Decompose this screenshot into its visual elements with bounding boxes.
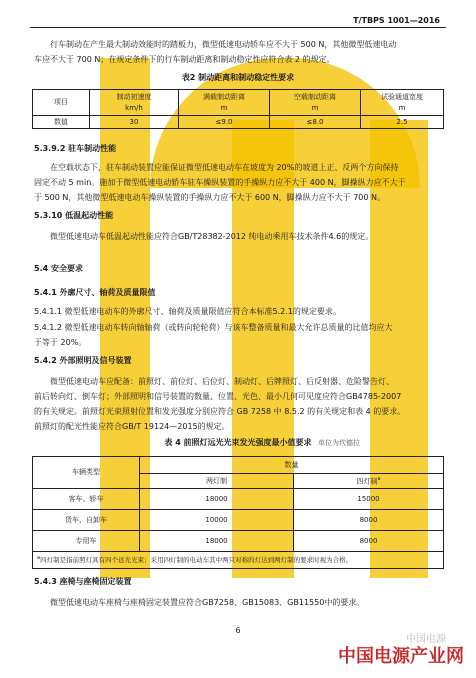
table4-header-four-mark: a [377, 476, 381, 483]
table2-value-speed: 30 [90, 116, 179, 129]
page-number: 6 [235, 626, 241, 635]
section-541-line-1: 5.4.1.1 微型低速电动车的外廓尺寸、轴荷及质量限值应符合本标准5.2.1的规定要求。 [34, 307, 341, 316]
section-5392-line-1: 在空载状态下，驻车制动装置应能保证微型低速电动车在坡度为 20%的坡道上正、反两个方向保持 [50, 163, 399, 172]
table2-header-item: 项目 [33, 90, 90, 116]
table2-unit-laden: m [220, 103, 228, 112]
table4-footnote-mark: a [37, 555, 41, 562]
document-header-standard-no: T/TBPS 1001—2016 [353, 16, 440, 25]
table4-header-four [294, 474, 444, 489]
table2 [32, 89, 444, 129]
section-5310-heading: 5.3.10 低温起动性能 [34, 211, 114, 220]
table4-header-type: 车辆类型 [33, 457, 140, 489]
section-543-line-1: 微型低速电动车座椅与座椅固定装置应符合GB7258、GB15083、GB11550中的要求。 [50, 598, 365, 607]
table2-header-laden-label: 满载制动距离 [203, 92, 245, 101]
table4-row-3-two: 18000 [140, 531, 294, 552]
table2-header-width [361, 90, 444, 116]
intro-line-2: 车应不大于 700 N；在规定条件下的行车制动距离和制动稳定性应符合表 2 的规定。 [34, 55, 335, 64]
table4-row-3-four: 8000 [294, 531, 444, 552]
section-541-line-2: 5.4.1.2 微型低速电动车转向轴轴荷（或转向轮轮荷）与该车整备质量和最大允许总质量的比值均应大 [34, 323, 393, 332]
table2-header-width-label: 试验通道宽度 [381, 92, 423, 101]
section-543-heading: 5.4.3 座椅与座椅固定装置 [34, 577, 132, 586]
table2-unit-speed: km/h [125, 103, 143, 112]
section-5392-line-2: 固定不动 5 min。施加于微型低速电动轿车驻车操纵装置的手操纵力应不大于 400 N，脚操纵力应不大于 [34, 178, 406, 187]
table2-caption: 表2 制动距离和制动稳定性要求 [181, 73, 295, 82]
table4-row-2-two: 10000 [140, 510, 294, 531]
table2-value-laden: ≤9.0 [179, 116, 270, 129]
table4-row-1-type: 客车、轿车 [33, 489, 140, 510]
section-541-heading: 5.4.1 外廓尺寸、轴荷及质量限值 [34, 288, 156, 297]
section-541-line-3: 于等于 20%。 [34, 338, 87, 347]
footer-brand-logo-text: 中国电源产业网 [338, 646, 464, 668]
header-rule [30, 27, 446, 28]
table2-header-unladen [270, 90, 361, 116]
table4-row-2-four: 8000 [294, 510, 444, 531]
table4-header-count: 数量 [140, 457, 444, 474]
table4-header-four-label: 四灯制 [356, 477, 378, 486]
table2-unit-width: m [398, 103, 406, 112]
table2-header-speed-label: 制动初速度 [116, 92, 152, 101]
table2-value-width: 2.5 [361, 116, 444, 129]
table4-row-2-type: 货车、自卸车 [33, 510, 140, 531]
section-5392-line-3: 于 500 N，其他微型低速电动车操纵装置的手操纵力应不大于 600 N，脚操纵力应不大于 700 N。 [34, 193, 386, 202]
table4-row-1-four: 15000 [294, 489, 444, 510]
table2-value-unladen: ≤8.0 [270, 116, 361, 129]
table2-unit-unladen: m [311, 103, 319, 112]
table4-caption: 表 4 前照灯远光光束发光强度最小值要求 [164, 438, 312, 447]
section-542-line-4: 前照灯的配光性能应符合GB/T 19124—2015的规定。 [34, 422, 230, 431]
table4 [32, 456, 444, 569]
intro-line-1: 行车制动在产生最大制动效能时的踏板力，微型低速电动轿车应不大于 500 N，其他微型低速电动 [50, 40, 397, 49]
section-542-line-2: 前后转向灯、倒车灯；外部照明和信号装置的数量、位置、光色、最小几何可见度应符合GB4785-2007 [34, 392, 402, 401]
table4-row-3-type: 专用车 [33, 531, 140, 552]
section-5392-heading: 5.3.9.2 驻车制动性能 [34, 144, 117, 153]
section-542-line-1: 微型低速电动车应配备：前照灯、前位灯、后位灯、制动灯、后牌照灯、后反射器、危险警告灯、 [50, 377, 394, 386]
section-542-line-3: 的有关规定。前照灯光束照射位置和发光强度分别应符合 GB 7258 中 8.5.2 的有关规定和表 4 的要求。 [34, 407, 406, 416]
table2-header-speed [90, 90, 179, 116]
table2-header-unladen-label: 空载制动距离 [294, 92, 336, 101]
table4-footnote [33, 552, 444, 569]
table2-header-laden [179, 90, 270, 116]
section-5310-line-1: 微型低速电动车低温起动性能应符合GB/T28382-2012 纯电动乘用车技术条件4.6的规定。 [50, 232, 374, 241]
table4-unit-note: 单位为坎德拉 [318, 439, 360, 447]
table4-footnote-text: 四灯制是指前照灯具有四个远光光束；采用四灯制的电动车其中两只对称的灯达到两灯制的要求时视为合格。 [40, 556, 353, 565]
section-54-heading: 5.4 安全要求 [34, 264, 83, 273]
table4-header-two: 两灯制 [140, 474, 294, 489]
table4-row-1-two: 18000 [140, 489, 294, 510]
section-542-heading: 5.4.2 外部照明及信号装置 [34, 356, 132, 365]
footer-watermark-text: 中国电源 [406, 634, 446, 645]
table2-row-label: 数值 [33, 116, 90, 129]
